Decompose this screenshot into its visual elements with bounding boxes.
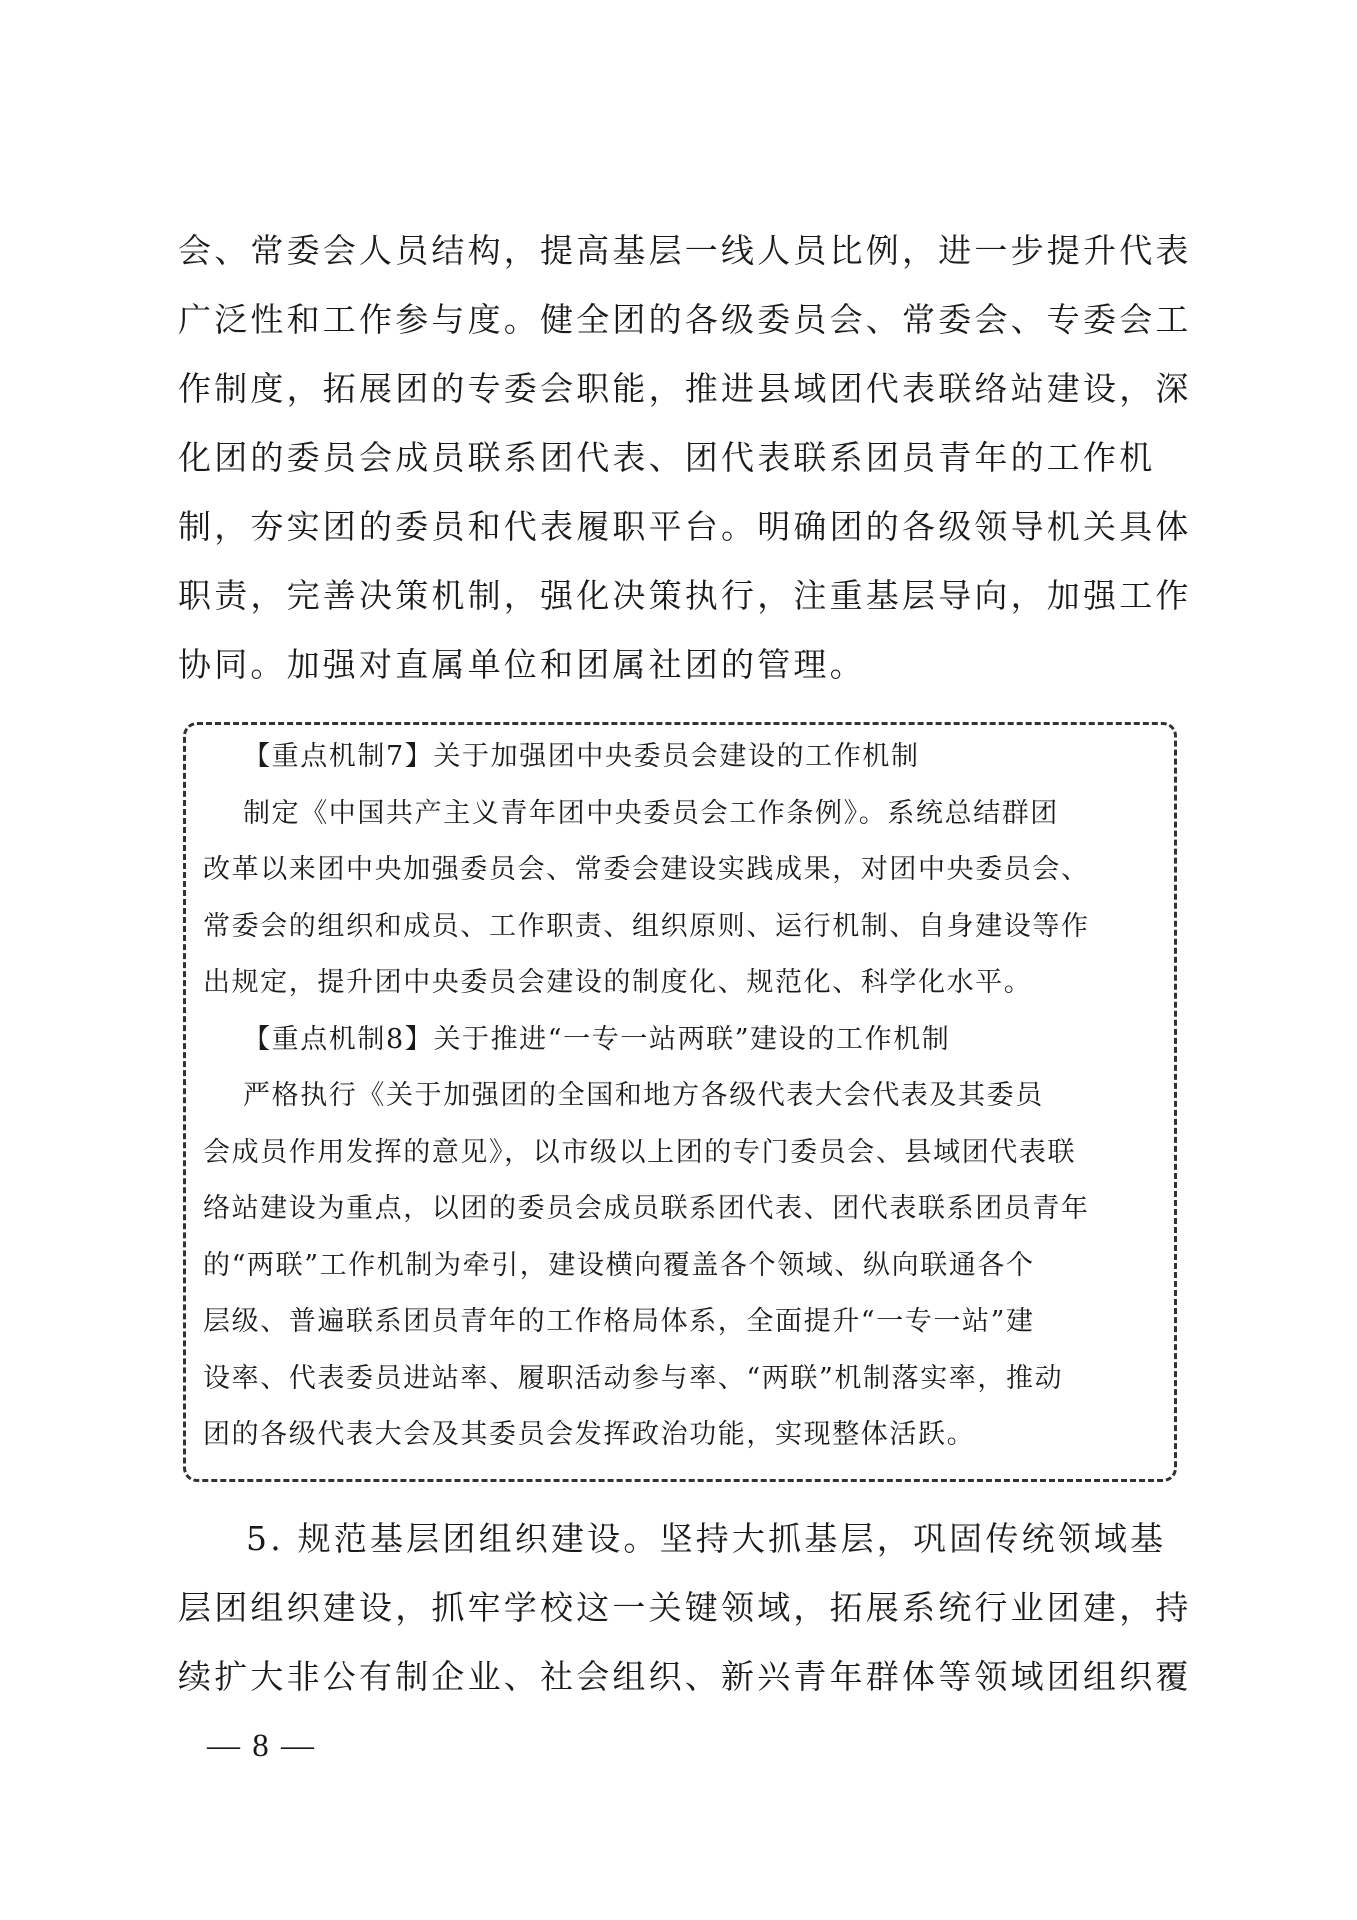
paragraph-line: 层团组织建设，抓牢学校这一关键领域，拓展系统行业团建，持 (178, 1588, 1192, 1627)
mechanism-8-line: 层级、普遍联系团员青年的工作格局体系，全面提升“一专一站”建 (203, 1306, 1035, 1337)
mechanism-8-line: 团的各级代表大会及其委员会发挥政治功能，实现整体活跃。 (203, 1419, 976, 1450)
key-mechanism-content (203, 729, 1163, 1464)
paragraph-line: 5. 规范基层团组织建设。坚持大抓基层，巩固传统领域基 (246, 1519, 1167, 1558)
mechanism-8-line: 严格执行《关于加强团的全国和地方各级代表大会代表及其委员 (243, 1080, 1044, 1111)
top-paragraph (178, 216, 1192, 699)
key-mechanism-box (183, 722, 1177, 1482)
mechanism-7-line: 制定《中国共产主义青年团中央委员会工作条例》。系统总结群团 (243, 797, 1059, 829)
page-number: — 8 — (207, 1728, 316, 1764)
paragraph-line: 协同。加强对直属单位和团属社团的管理。 (178, 645, 866, 684)
paragraph-line: 会、常委会人员结构，提高基层一线人员比例，进一步提升代表 (178, 231, 1192, 270)
mechanism-8-line: 的“两联”工作机制为牵引，建设横向覆盖各个领域、纵向联通各个 (203, 1249, 1035, 1281)
paragraph-line: 职责，完善决策机制，强化决策执行，注重基层导向，加强工作 (178, 576, 1192, 615)
mechanism-7-heading: 【重点机制7】关于加强团中央委员会建设的工作机制 (243, 741, 920, 772)
mechanism-8-line: 会成员作用发挥的意见》，以市级以上团的专门委员会、县域团代表联 (203, 1136, 1077, 1168)
mechanism-7-line: 常委会的组织和成员、工作职责、组织原则、运行机制、自身建设等作 (203, 910, 1090, 942)
mechanism-8-line: 设率、代表委员进站率、履职活动参与率、“两联”机制落实率，推动 (203, 1362, 1064, 1394)
bottom-paragraph (178, 1504, 1192, 1711)
mechanism-8-heading: 【重点机制8】关于推进“一专一站两联”建设的工作机制 (243, 1023, 951, 1055)
paragraph-line: 化团的委员会成员联系团代表、团代表联系团员青年的工作机 (178, 438, 1156, 477)
mechanism-7-line: 改革以来团中央加强委员会、常委会建设实践成果，对团中央委员会、 (203, 854, 1090, 885)
paragraph-line: 广泛性和工作参与度。健全团的各级委员会、常委会、专委会工 (178, 300, 1192, 339)
paragraph-line: 作制度，拓展团的专委会职能，推进县域团代表联络站建设，深 (178, 369, 1192, 408)
paragraph-line: 制，夯实团的委员和代表履职平台。明确团的各级领导机关具体 (178, 507, 1192, 546)
paragraph-line: 续扩大非公有制企业、社会组织、新兴青年群体等领域团组织覆 (178, 1657, 1192, 1696)
mechanism-8-line: 络站建设为重点，以团的委员会成员联系团代表、团代表联系团员青年 (203, 1193, 1090, 1224)
mechanism-7-line: 出规定，提升团中央委员会建设的制度化、规范化、科学化水平。 (203, 967, 1033, 998)
